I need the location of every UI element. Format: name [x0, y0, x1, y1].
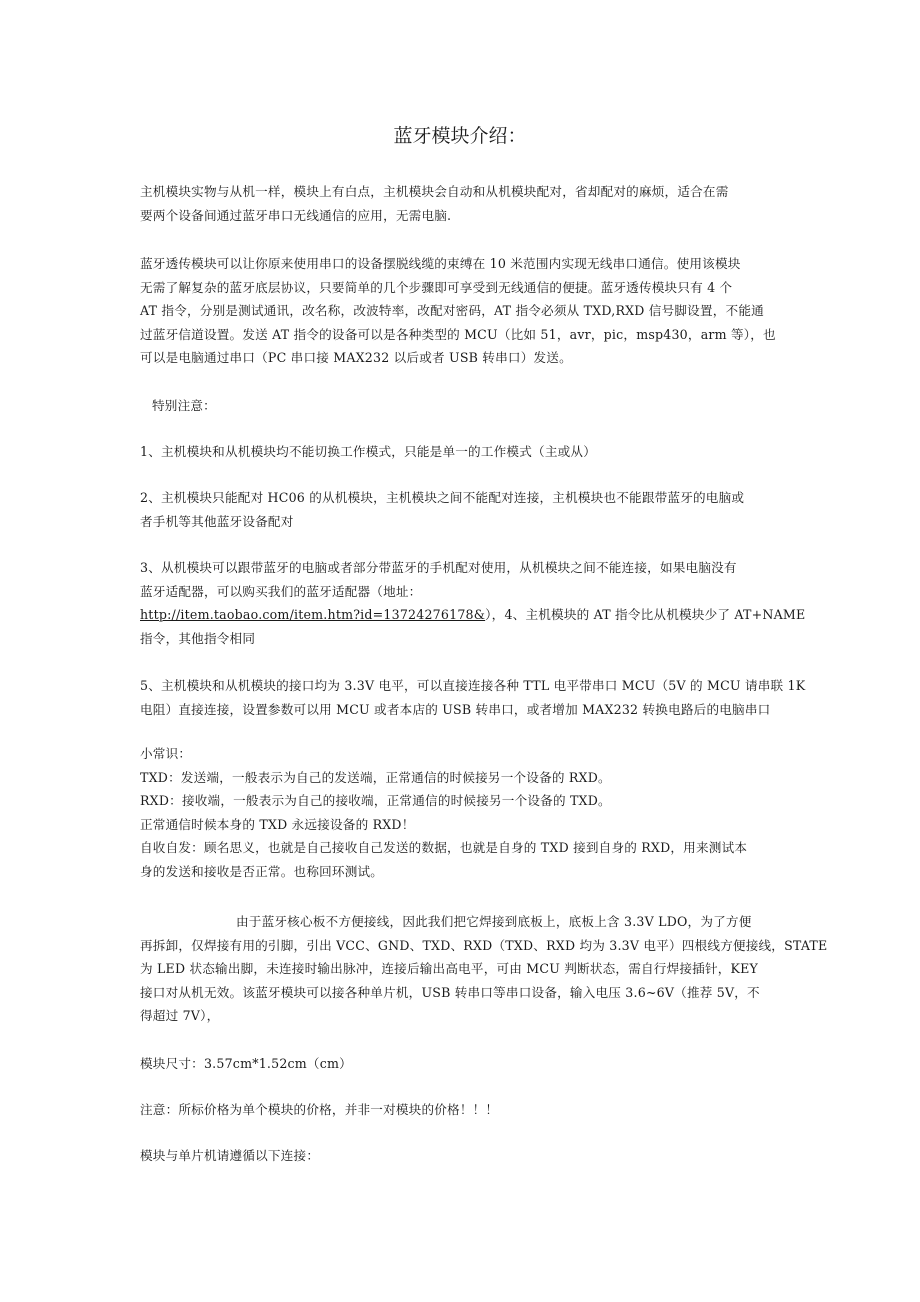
text-line: 由于蓝牙核心板不方便接线，因此我们把它焊接到底板上，底板上含 3.3V LDO，为了方便: [236, 914, 752, 929]
board-paragraph: [140, 910, 828, 1028]
note-3: [140, 556, 806, 650]
text-line: 得超过 7V），: [140, 1008, 220, 1023]
text-line: 无需了解复杂的蓝牙底层协议，只要简单的几个步骤即可享受到无线通信的便捷。蓝牙透传模块只有 4 个: [140, 279, 733, 295]
tip-loopback: 身的发送和接收是否正常。也称回环测试。: [140, 863, 384, 879]
text-line: 再拆卸，仅焊接有用的引脚，引出 VCC、GND、TXD、RXD（TXD、RXD 均为 3.3V 电平）四根线方便接线，STATE: [140, 937, 828, 953]
price-note: 注意：所标价格为单个模块的价格，并非一对模块的价格！！！: [140, 1102, 499, 1117]
tips-section: [140, 742, 785, 883]
text-line: 者手机等其他蓝牙设备配对: [140, 513, 294, 529]
text-line: 可以是电脑通过串口（PC 串口接 MAX232 以后或者 USB 转串口）发送。: [140, 350, 572, 365]
text-line: [140, 603, 806, 627]
intro-paragraph-2: [140, 252, 785, 370]
adapter-store-link[interactable]: http://item.taobao.com/item.htm?id=13724276178&: [140, 607, 486, 622]
notes-heading: 特别注意：: [152, 398, 216, 413]
connection-heading: 模块与单片机请遵循以下连接：: [140, 1148, 320, 1163]
text-line: 过蓝牙信道设置。发送 AT 指令的设备可以是各种类型的 MCU（比如 51，avr，pic，msp430，arm 等），也: [140, 326, 776, 342]
text-line: 主机模块实物与从机一样，模块上有白点，主机模块会自动和从机模块配对，省却配对的麻烦，适合在需: [140, 184, 729, 199]
text-line: 为 LED 状态输出脚，未连接时输出脉冲，连接后输出高电平，可由 MCU 判断状态，需自行焊接插针，KEY: [140, 961, 759, 976]
tip-loopback: 自收自发：顾名思义，也就是自己接收自己发送的数据，也就是自身的 TXD 接到自身的 RXD，用来测试本: [140, 840, 748, 855]
note-2: [140, 486, 785, 533]
text-line: 指令，其他指令相同: [140, 630, 256, 646]
text-line: 要两个设备间通过蓝牙串口无线通信的应用，无需电脑.: [140, 207, 452, 223]
tip-normal: 正常通信时候本身的 TXD 永远接设备的 RXD！: [140, 816, 415, 832]
text-line: 3、从机模块可以跟带蓝牙的电脑或者部分带蓝牙的手机配对使用，从机模块之间不能连接，如果电脑没有: [140, 560, 737, 575]
text-line: 蓝牙透传模块可以让你原来使用串口的设备摆脱线缆的束缚在 10 米范围内实现无线串口通信。使用该模块: [140, 256, 741, 271]
text-after-link: ），4、主机模块的 AT 指令比从机模块少了 AT+NAME: [485, 607, 806, 622]
text-line: 2、主机模块只能配对 HC06 的从机模块，主机模块之间不能配对连接，主机模块也不能跟带蓝牙的电脑或: [140, 490, 745, 505]
text-line: 电阻）直接连接，设置参数可以用 MCU 或者本店的 USB 转串口，或者增加 MAX232 转换电路后的电脑串口: [140, 701, 771, 717]
tip-rxd: RXD：接收端，一般表示为自己的接收端，正常通信的时候接另一个设备的 TXD。: [140, 793, 611, 808]
text-line: 接口对从机无效。该蓝牙模块可以接各种单片机，USB 转串口等串口设备，输入电压 3.6~6V（推荐 5V，不: [140, 984, 760, 1000]
module-size: 模块尺寸：3.57cm*1.52cm（cm）: [140, 1056, 352, 1071]
intro-paragraph-1: [140, 180, 785, 227]
note-5: [140, 674, 806, 721]
tip-txd: TXD：发送端，一般表示为自己的发送端，正常通信的时候接另一个设备的 RXD。: [140, 769, 611, 785]
tips-heading: 小常识：: [140, 746, 192, 761]
text-line: AT 指令，分别是测试通讯，改名称，改波特率，改配对密码，AT 指令必须从 TXD,RXD 信号脚设置，不能通: [140, 303, 764, 318]
page-title: 蓝牙模块介绍：: [393, 125, 527, 147]
text-line: 蓝牙适配器，可以购买我们的蓝牙适配器（地址：: [140, 583, 422, 599]
note-1: [140, 440, 785, 464]
text-line: 1、主机模块和从机模块均不能切换工作模式，只能是单一的工作模式（主或从）: [140, 444, 596, 459]
text-line: 5、主机模块和从机模块的接口均为 3.3V 电平，可以直接连接各种 TTL 电平带串口 MCU（5V 的 MCU 请串联 1K: [140, 678, 806, 693]
